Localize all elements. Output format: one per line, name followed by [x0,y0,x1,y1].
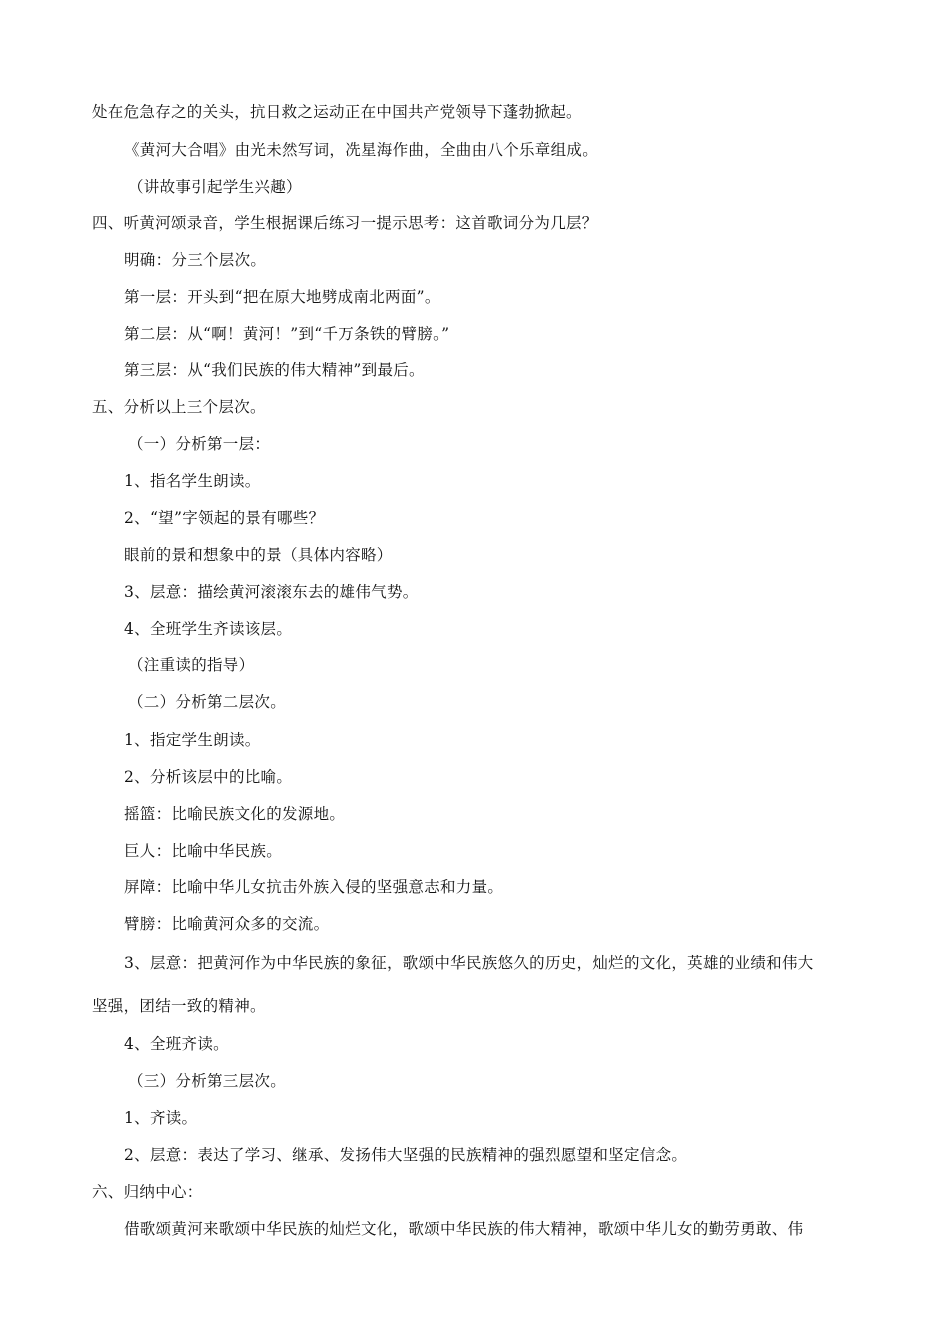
subsection-heading: （一）分析第一层： [128,435,271,453]
text-line: 《黄河大合唱》由光未然写词，冼星海作曲，全曲由八个乐章组成。 [124,141,599,159]
text-line: （注重读的指导） [128,656,255,674]
text-line: 2、层意：表达了学习、继承、发扬伟大坚强的民族精神的强烈愿望和坚定信念。 [124,1146,688,1164]
text-line: 4、全班齐读。 [124,1035,229,1053]
text-line: 臂膀：比喻黄河众多的交流。 [124,915,330,933]
section-heading: 六、归纳中心： [92,1183,203,1201]
text-line: 3、层意：描绘黄河滚滚东去的雄伟气势。 [124,583,419,601]
section-heading: 四、听黄河颂录音，学生根据课后练习一提示思考：这首歌词分为几层？ [92,214,598,232]
text-line: 第一层：开头到“把在原大地劈成南北两面”。 [124,288,441,306]
text-line: 第二层：从“啊！黄河！”到“千万条铁的臂膀。” [124,325,450,343]
text-line: 1、指定学生朗读。 [124,731,261,749]
text-line: 屏障：比喻中华儿女抗击外族入侵的坚强意志和力量。 [124,878,504,896]
text-line: 巨人：比喻中华民族。 [124,842,283,860]
text-line: 第三层：从“我们民族的伟大精神”到最后。 [124,361,425,379]
text-line: 4、全班学生齐读该层。 [124,620,293,638]
subsection-heading: （三）分析第三层次。 [128,1072,287,1090]
text-line: 明确：分三个层次。 [124,251,267,269]
subsection-heading: （二）分析第二层次。 [128,693,287,711]
text-line: 2、“望”字领起的景有哪些？ [124,509,325,527]
text-line: 借歌颂黄河来歌颂中华民族的灿烂文化，歌颂中华民族的伟大精神，歌颂中华儿女的勤劳勇敢、伟 [124,1220,804,1238]
text-line: 1、指名学生朗读。 [124,472,261,490]
section-heading: 五、分析以上三个层次。 [92,398,266,416]
text-line: 摇篮：比喻民族文化的发源地。 [124,805,346,823]
text-line: （讲故事引起学生兴趣） [128,178,302,196]
text-line: 3、层意：把黄河作为中华民族的象征，歌颂中华民族悠久的历史，灿烂的文化，英雄的业绩和伟大 [124,954,814,972]
text-line: 1、齐读。 [124,1109,198,1127]
text-line: 坚强，团结一致的精神。 [92,997,266,1015]
text-line: 处在危急存之的关头，抗日救之运动正在中国共产党领导下蓬勃掀起。 [92,103,582,121]
text-line: 2、分析该层中的比喻。 [124,768,293,786]
text-line: 眼前的景和想象中的景（具体内容略） [124,546,393,564]
